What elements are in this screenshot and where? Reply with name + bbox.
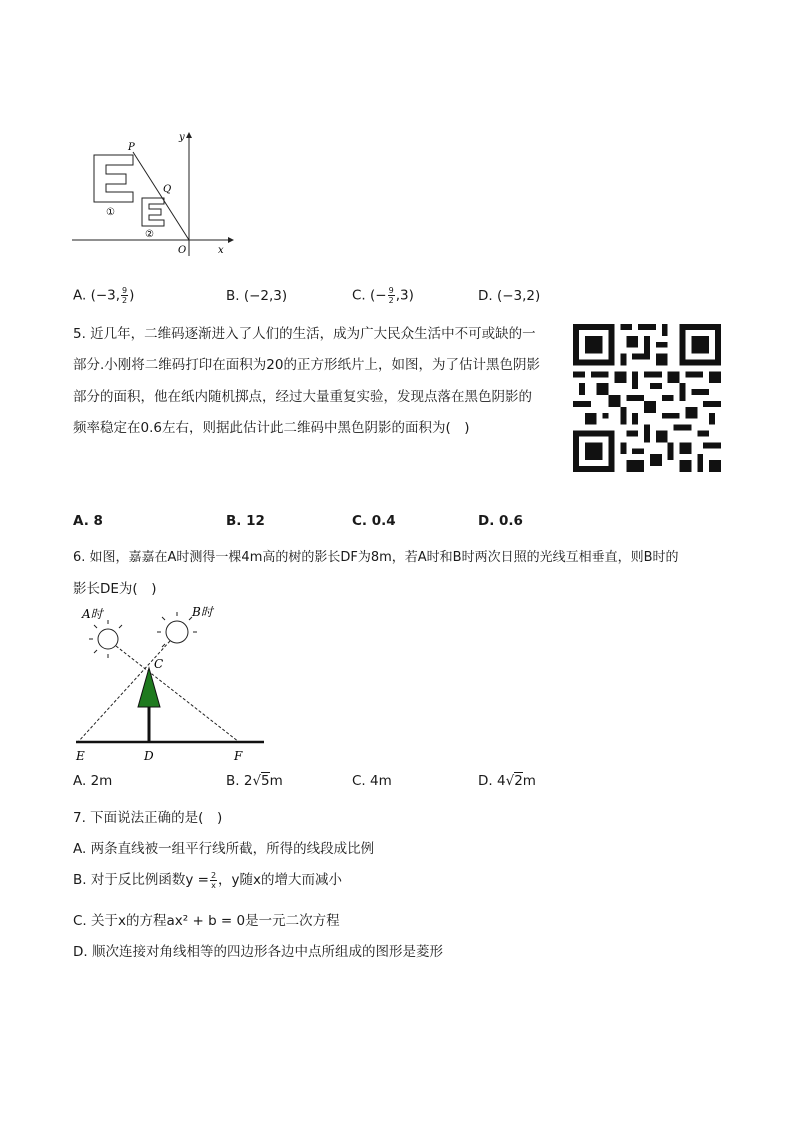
- sqrt-sign: √: [505, 773, 515, 789]
- q4-option-c: [352, 286, 414, 305]
- q6-option-d-suffix: m: [522, 773, 536, 789]
- q6-line-1: 6. 如图，嘉嘉在A时测得一棵4m高的树的影长DF为8m，若A时和B时两次日照的光线互相垂直，则B时的: [73, 550, 679, 565]
- qr-code-image: [573, 324, 721, 472]
- q5-line-3: 部分的面积，他在纸内随机掷点，经过大量重复实验，发现点落在黑色阴影的: [73, 389, 532, 405]
- frac-den: x: [211, 880, 216, 890]
- q6-option-b-prefix: B. 2: [226, 773, 253, 789]
- frac-num: 2: [210, 870, 217, 880]
- x-axis-arrow: [228, 237, 234, 243]
- label-d: D: [144, 749, 154, 763]
- q5-option-d: D. 0.6: [478, 513, 523, 529]
- shape-1: [94, 155, 133, 202]
- label-p: P: [128, 142, 135, 153]
- q4-option-a-frac: [121, 286, 128, 305]
- frac-den: 2: [122, 296, 128, 305]
- sqrt-sign: √: [252, 773, 262, 789]
- sun-b-icon: [157, 612, 197, 647]
- tree-crown: [138, 668, 160, 707]
- frac-den: 2: [388, 296, 394, 305]
- q4-option-c-suffix: ,3): [395, 287, 414, 304]
- sun-a-icon: [89, 620, 122, 658]
- q4-option-a-suffix: ): [129, 287, 135, 304]
- q6-option-d-prefix: D. 4: [478, 773, 506, 789]
- y-axis-arrow: [186, 132, 192, 138]
- label-a-time: A时: [82, 607, 103, 621]
- q5-option-c: C. 0.4: [352, 513, 396, 529]
- q7-option-b-suffix: ，y随x的增大而减小: [218, 872, 343, 888]
- q5-line-1: 5. 近几年，二维码逐渐进入了人们的生活，成为广大民众生活中不可或缺的一: [73, 326, 536, 342]
- q4-option-c-frac: [388, 286, 395, 305]
- q6-option-d: [478, 773, 536, 789]
- q6-option-a: A. 2m: [73, 773, 113, 789]
- q6-option-d-root: 2: [514, 773, 523, 789]
- q6-line-2: 影长DE为( ): [73, 581, 157, 597]
- label-2: ②: [145, 229, 154, 240]
- frac-num: 9: [122, 286, 128, 295]
- label-e: E: [76, 749, 85, 763]
- label-o: O: [178, 245, 187, 256]
- q7-option-a: A. 两条直线被一组平行线所截，所得的线段成比例: [73, 841, 375, 857]
- q6-option-b: [226, 773, 283, 789]
- q7-stem: 7. 下面说法正确的是( ): [73, 810, 223, 826]
- q4-option-a-prefix: A. (−3,: [73, 287, 121, 304]
- ray-a: [116, 646, 239, 742]
- q7-option-d: D. 顺次连接对角线相等的四边形各边中点所组成的图形是菱形: [73, 944, 443, 960]
- label-f: F: [234, 749, 243, 763]
- q5-option-a: A. 8: [73, 513, 103, 529]
- q4-option-b: B. (−2,3): [226, 288, 288, 304]
- q6-option-b-suffix: m: [269, 773, 283, 789]
- q7-option-b: [73, 868, 342, 890]
- q7-option-b-frac: [210, 871, 217, 890]
- line-po: [133, 152, 189, 240]
- label-c: C: [154, 657, 164, 671]
- label-x: x: [218, 245, 224, 256]
- q4-option-c-prefix: C. (−: [352, 287, 387, 304]
- q6-option-c: C. 4m: [352, 773, 392, 789]
- q7-option-b-prefix: B. 对于反比例函数y =: [73, 872, 209, 888]
- label-q: Q: [163, 184, 172, 195]
- q4-option-d: D. (−3,2): [478, 288, 541, 304]
- q6-figure: [70, 600, 270, 768]
- q5-line-2: 部分.小刚将二维码打印在面积为20的正方形纸片上，如图，为了估计黑色阴影: [73, 357, 540, 373]
- q6-option-b-root: 5: [261, 773, 270, 789]
- shape-2: [142, 198, 164, 226]
- q5-option-b: B. 12: [226, 513, 265, 529]
- label-y: y: [179, 132, 185, 143]
- q4-option-a: [73, 286, 134, 305]
- label-b-time: B时: [192, 605, 213, 619]
- q7-option-c: C. 关于x的方程ax² + b = 0是一元二次方程: [73, 913, 340, 929]
- label-1: ①: [106, 207, 115, 218]
- q5-line-4: 频率稳定在0.6左右，则据此估计此二维码中黑色阴影的面积为( ): [73, 420, 470, 436]
- q4-figure: [68, 130, 238, 260]
- frac-num: 9: [388, 286, 394, 295]
